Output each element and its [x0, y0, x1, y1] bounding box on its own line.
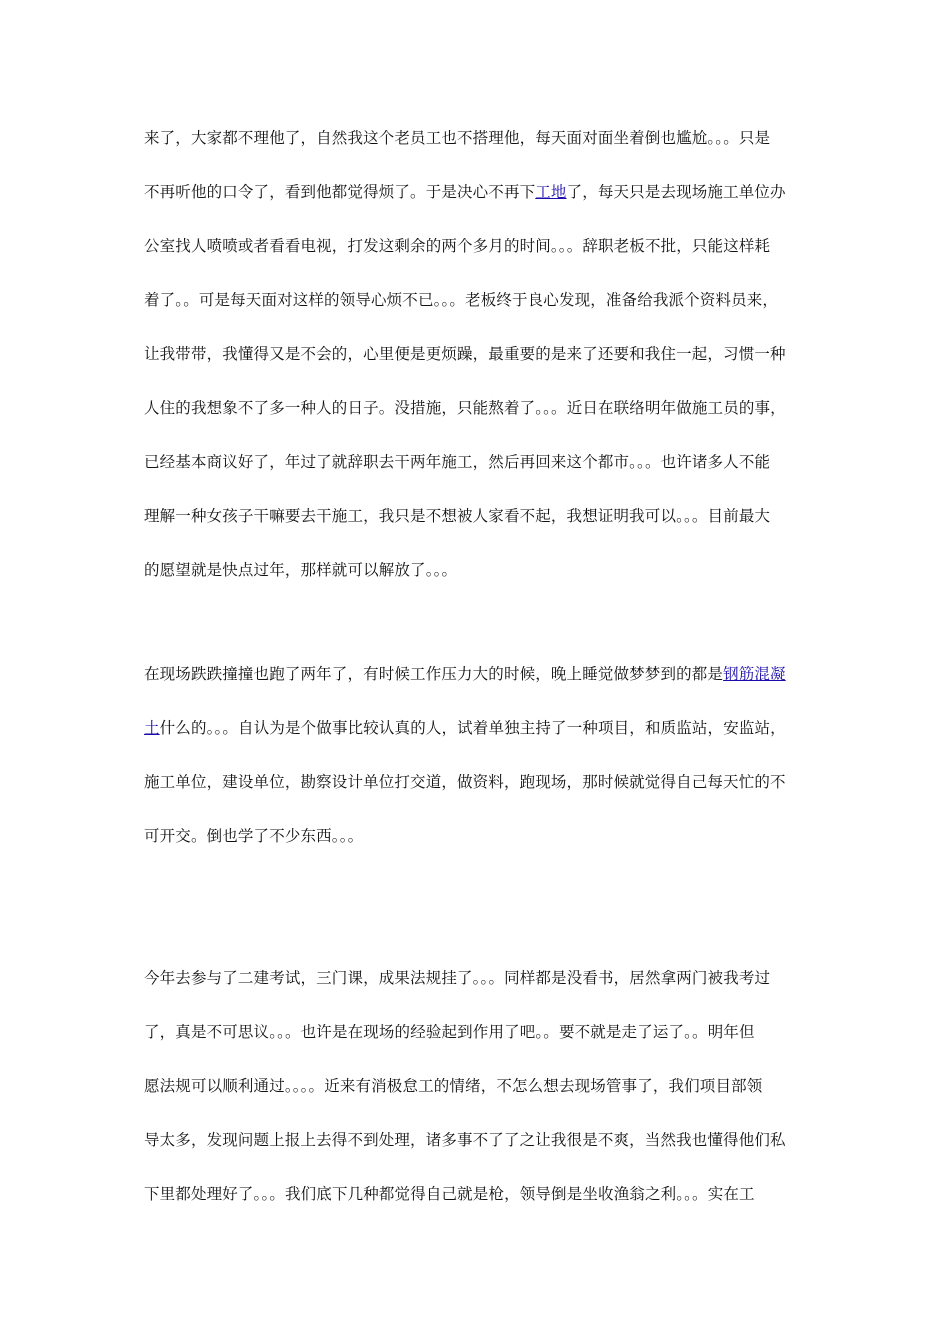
line-text-before-link: 不再听他的口令了，看到他都觉得烦了。于是决心不再下	[144, 183, 536, 201]
text-line	[144, 182, 814, 236]
line-text-after-link: 什么的。。。自认为是个做事比较认真的人，试着单独主持了一种项目，和质监站，安监站，	[159, 719, 786, 737]
text-line: 可开交。倒也学了不少东西。。。	[144, 827, 364, 845]
text-line: 让我带带，我懂得又是不会的，心里便是更烦躁，最重要的是来了还要和我住一起，习惯一种	[144, 345, 786, 363]
text-line: 的愿望就是快点过年，那样就可以解放了。。。	[144, 561, 458, 579]
text-line	[144, 718, 814, 772]
paragraph-3	[144, 968, 814, 1238]
text-line: 下里都处理好了。。。我们底下几种都觉得自己就是枪，领导倒是坐收渔翁之利。。。实在工	[144, 1185, 755, 1203]
line-text-before-link: 在现场跌跌撞撞也跑了两年了，有时候工作压力大的时候，晚上睡觉做梦梦到的都是	[144, 665, 724, 683]
inline-link[interactable]: 土	[144, 719, 160, 737]
text-line: 人住的我想象不了多一种人的日子。没措施，只能熬着了。。。近日在联络明年做施工员的事，	[144, 399, 786, 417]
text-line	[144, 664, 814, 718]
text-line: 着了。。可是每天面对这样的领导心烦不已。。。老板终于良心发现，准备给我派个资料员来，	[144, 291, 779, 309]
text-line: 已经基本商议好了，年过了就辞职去干两年施工，然后再回来这个都市。。。也许诸多人不能	[144, 453, 771, 471]
text-line: 今年去参与了二建考试，三门课，成果法规挂了。。。同样都是没看书，居然拿两门被我考过	[144, 969, 771, 987]
text-line: 愿法规可以顺利通过。。。。近来有消极怠工的情绪，不怎么想去现场管事了，我们项目部领	[144, 1077, 763, 1095]
text-line: 了，真是不可思议。。。也许是在现场的经验起到作用了吧。。要不就是走了运了。。明年但	[144, 1023, 755, 1041]
text-line: 来了，大家都不理他了，自然我这个老员工也不搭理他，每天面对面坐着倒也尴尬。。。只是	[144, 129, 771, 147]
text-line: 施工单位，建设单位，勘察设计单位打交道，做资料，跑现场，那时候就觉得自己每天忙的不	[144, 773, 786, 791]
text-line: 导太多，发现问题上报上去得不到处理，诸多事不了了之让我很是不爽，当然我也懂得他们私	[144, 1131, 786, 1149]
inline-link[interactable]: 工地	[535, 183, 567, 201]
paragraph-1	[144, 128, 814, 614]
line-text-after-link: 了，每天只是去现场施工单位办	[566, 183, 786, 201]
inline-link[interactable]: 钢筋混凝	[723, 665, 786, 683]
text-line: 理解一种女孩子干嘛要去干施工，我只是不想被人家看不起，我想证明我可以。。。目前最大	[144, 507, 771, 525]
text-line: 公室找人喷喷或者看看电视，打发这剩余的两个多月的时间。。。辞职老板不批，只能这样耗	[144, 237, 771, 255]
paragraph-2	[144, 664, 814, 880]
